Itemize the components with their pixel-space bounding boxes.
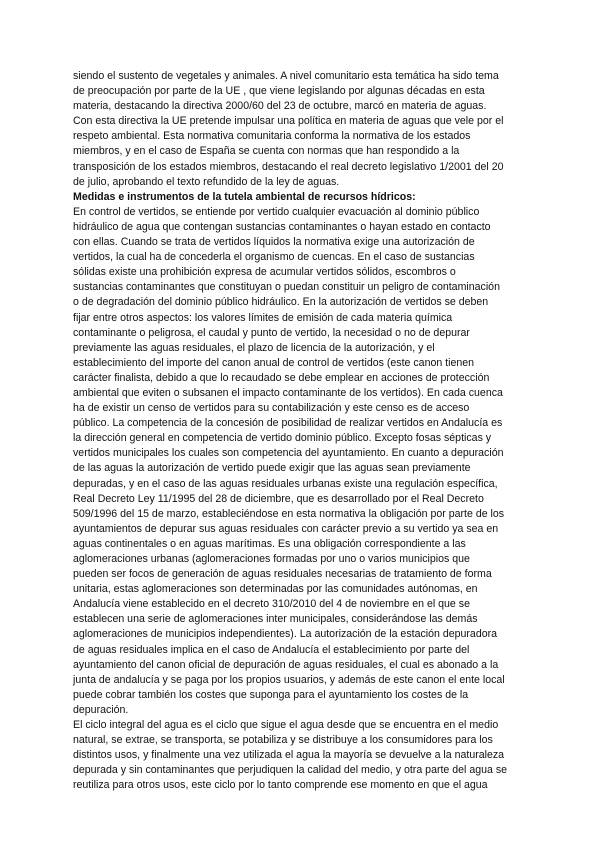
text-line: transposición de los estados miembros, destacando el real decreto legislativo 1/2001 del 20 [73,160,504,173]
text-line: público. La competencia de la concesión de posibilidad de realizar vertidos en Andalucía es [73,417,503,430]
text-line: aglomeraciones de municipios independientes). La autorización de la estación depuradora [73,628,498,641]
text-line: de julio, aprobando el texto refundido de la ley de aguas. [73,175,340,188]
text-line: previamente las aguas residuales, el plazo de licencia de la autorización, y el [73,341,435,354]
text-line: con ellas. Cuando se trata de vertidos líquidos la normativa exige una autorización de [73,236,475,249]
text-line: junta de andalucía y se paga por los propios usuarios, y además de este canon el ente local [73,673,505,686]
text-line: la dirección general en competencia de vertido dominio público. Excepto fosas sépticas y [73,432,492,445]
text-line: depurada y sin contaminantes que perjudiquen la calidad del medio, y otra parte del agua se [73,764,508,777]
text-line: depuración. [73,703,129,716]
text-line: depuradas, y en el caso de las aguas residuales urbanas existe una regulación específica, [73,477,498,490]
text-line: o de degradación del dominio público hidráulico. En la autorización de vertidos se deben [73,296,489,309]
text-line: En control de vertidos, se entiende por vertido cualquier evacuación al dominio público [73,205,480,218]
text-line: ambiental que eviten o subsanen el impacto contaminante de los vertidos). En cada cuenca [73,386,503,399]
text-line: ayuntamientos de depurar sus aguas residuales con carácter previo a su vertido ya sea en [73,522,499,535]
text-line: establecimiento del importe del canon anual de control de vertidos (este canon tienen [73,356,475,369]
text-line: unitaria, estas aglomeraciones son determinadas por las comunidades autónomas, en [73,583,478,596]
text-line: El ciclo integral del agua es el ciclo que sigue el agua desde que se encuentra en el medio [73,719,499,732]
text-line: Real Decreto Ley 11/1995 del 28 de diciembre, que es desarrollado por el Real Decreto [73,492,484,505]
text-line: distintos usos, y finalmente una vez utilizada el agua la mayoría se devuelve a la naturaleza [73,749,505,762]
body-paragraph [73,205,533,794]
text-line: vertidos, la cual ha de concederla el organismo de cuencas. En el caso de sustancias [73,251,475,264]
text-line: Con esta directiva la UE pretende impulsar una política en materia de aguas que vele por el [73,115,504,128]
section-heading: Medidas e instrumentos de la tutela ambiental de recursos hídricos: [73,190,416,203]
text-line: contaminante o peligrosa, el caudal y punto de vertido, la necesidad o no de depurar [73,326,470,339]
text-line: fijar entre otros aspectos: los valores límites de emisión de cada materia química [73,311,453,324]
text-line: de las aguas la autorización de vertido puede exigir que las aguas sean previamente [73,462,471,475]
text-line: ha de existir un censo de vertidos para su contabilización y este censo es de acceso [73,402,470,415]
intro-paragraph [73,69,533,190]
text-line: natural, se extrae, se transporta, se potabiliza y se distribuye a los consumidores para los [73,734,493,747]
text-line: reutiliza para otros usos, este ciclo por lo tanto comprende ese momento en que el agua [73,779,488,792]
text-line: sustancias contaminantes que constituyan o puedan constituir un peligro de contaminación [73,281,500,294]
text-line: establecen una serie de aglomeraciones inter municipales, considerándose las demás [73,613,478,626]
text-line: aglomeraciones urbanas (aglomeraciones formadas por uno o varios municipios que [73,553,470,565]
text-line: ayuntamiento del canon oficial de depuración de aguas residuales, el cual es abonado a la [73,658,499,671]
text-line: miembros, y en el caso de España se cuenta con normas que han respondido a la [73,145,460,158]
text-line: 509/1996 del 15 de marzo, estableciéndose en esta normativa la obligación por parte de los [73,507,505,520]
text-line: hidráulico de agua que contengan sustancias contaminantes o hayan estado en contacto [73,220,491,233]
text-line: carácter finalista, debido a que lo recaudado se debe emplear en acciones de protección [73,371,490,384]
document-page [73,69,533,794]
text-line: pueden ser focos de generación de aguas residuales necesarias de tratamiento de forma [73,568,492,581]
text-line: respeto ambiental. Esta normativa comunitaria conforma la normativa de los estados [73,130,471,143]
text-line: de aguas residuales implica en el caso de Andalucía el establecimiento por parte del [73,643,470,656]
text-line: vertidos municipales los cuales son competencia del ayuntamiento. En cuanto a depuración [73,447,504,460]
text-line: de preocupación por parte de la UE , que viene legislando por algunas décadas en esta [73,85,485,98]
text-line: sólidas existe una prohibición expresa de acumular vertidos sólidos, escombros o [73,266,456,279]
text-line: siendo el sustento de vegetales y animales. A nivel comunitario esta temática ha sido tema [73,70,499,82]
text-line: aguas continentales o en aguas marítimas. Es una obligación correspondiente a las [73,537,466,550]
text-line: Andalucía viene establecido en el decreto 310/2010 del 4 de noviembre en el que se [73,598,470,611]
text-line: materia, destacando la directiva 2000/60 del 23 de octubre, marcó en materia de aguas. [73,100,487,113]
text-line: puede cobrar también los costes que suponga para el ayuntamiento los costes de la [73,688,469,701]
